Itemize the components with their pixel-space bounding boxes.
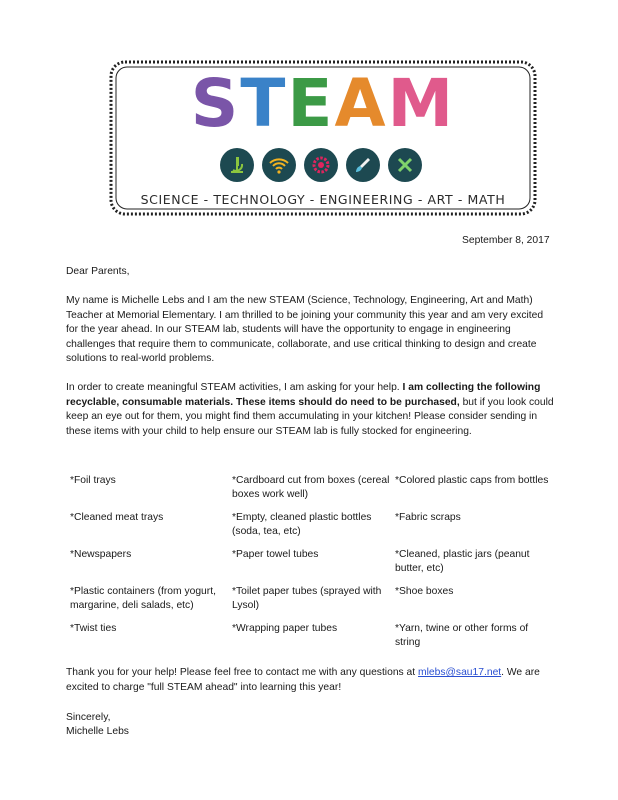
material-item: *Cleaned, plastic jars (peanut butter, etc) xyxy=(395,549,530,574)
material-item: *Foil trays xyxy=(70,475,116,486)
material-item: *Cleaned meat trays xyxy=(70,512,164,523)
title-letter-e: E xyxy=(287,65,335,142)
materials-row xyxy=(70,622,560,659)
material-item: *Newspapers xyxy=(70,549,132,560)
material-item: *Shoe boxes xyxy=(395,586,454,597)
title-letter-s: S xyxy=(190,65,241,142)
material-item: *Paper towel tubes xyxy=(232,549,319,560)
materials-row xyxy=(70,585,560,622)
title-letter-a: A xyxy=(334,65,388,142)
material-item: *Cardboard cut from boxes (cereal boxes work well) xyxy=(232,475,390,500)
steam-icons xyxy=(220,148,428,186)
title-letter-t: T xyxy=(240,65,288,142)
material-item: *Toilet paper tubes (sprayed with Lysol) xyxy=(232,586,382,611)
steam-banner xyxy=(107,58,539,218)
materials-row xyxy=(70,511,560,548)
letter-greeting: Dear Parents, xyxy=(66,266,130,277)
letter-signature: Michelle Lebs xyxy=(66,726,129,737)
request-text-bold: I am collecting the following recyclable, consumable materials. These items should do need to be purchased, xyxy=(66,382,541,408)
material-item: *Twist ties xyxy=(70,623,117,634)
microscope-icon xyxy=(220,148,254,182)
request-text-start: In order to create meaningful STEAM activities, I am asking for your help. xyxy=(66,382,403,393)
materials-list xyxy=(70,474,560,659)
thanks-text-start: Thank you for your help! Please feel free to contact me with any questions at xyxy=(66,667,419,678)
request-text-end: but if you look could keep an eye out for them, you might find them accumulating in your kitchen! Please consider sending in these items with your child to help ensure our STEAM lab is fully stocked for engineering. xyxy=(66,396,554,437)
math-operators-icon xyxy=(388,148,422,182)
intro-paragraph: My name is Michelle Lebs and I am the new STEAM (Science, Technology, Engineering, Art and Math) Teacher at Memorial Elementary. I am thrilled to be joining your community this year and am very excited for the year ahead. In our STEAM lab, students will have the opportunity to engage in engineering challenges that require them to communicate, collaborate, and use critical thinking to design and create solutions to real-world problems. xyxy=(66,295,544,364)
material-item: *Colored plastic caps from bottles xyxy=(395,475,549,486)
materials-row xyxy=(70,548,560,585)
title-letter-m: M xyxy=(387,65,456,142)
steam-tagline: SCIENCE - TECHNOLOGY - ENGINEERING - ART - MATH xyxy=(140,192,506,207)
thanks-paragraph xyxy=(66,666,556,695)
email-link[interactable]: mlebs@sau17.net xyxy=(418,667,502,678)
thanks-text-end: . We are excited to charge "full STEAM ahead" into learning this year! xyxy=(66,667,540,693)
wifi-icon xyxy=(262,148,296,182)
material-item: *Plastic containers (from yogurt, margarine, deli salads, etc) xyxy=(70,586,216,611)
paintbrush-icon xyxy=(346,148,380,182)
material-item: *Fabric scraps xyxy=(395,512,461,523)
material-item: *Empty, cleaned plastic bottles (soda, tea, etc) xyxy=(232,512,372,537)
gear-icon xyxy=(304,148,338,182)
request-paragraph xyxy=(66,381,556,439)
materials-row xyxy=(70,474,560,511)
material-item: *Wrapping paper tubes xyxy=(232,623,338,634)
material-item: *Yarn, twine or other forms of string xyxy=(395,623,529,648)
letter-date: September 8, 2017 xyxy=(462,235,550,246)
steam-title xyxy=(107,64,539,144)
letter-closing: Sincerely, xyxy=(66,712,111,723)
